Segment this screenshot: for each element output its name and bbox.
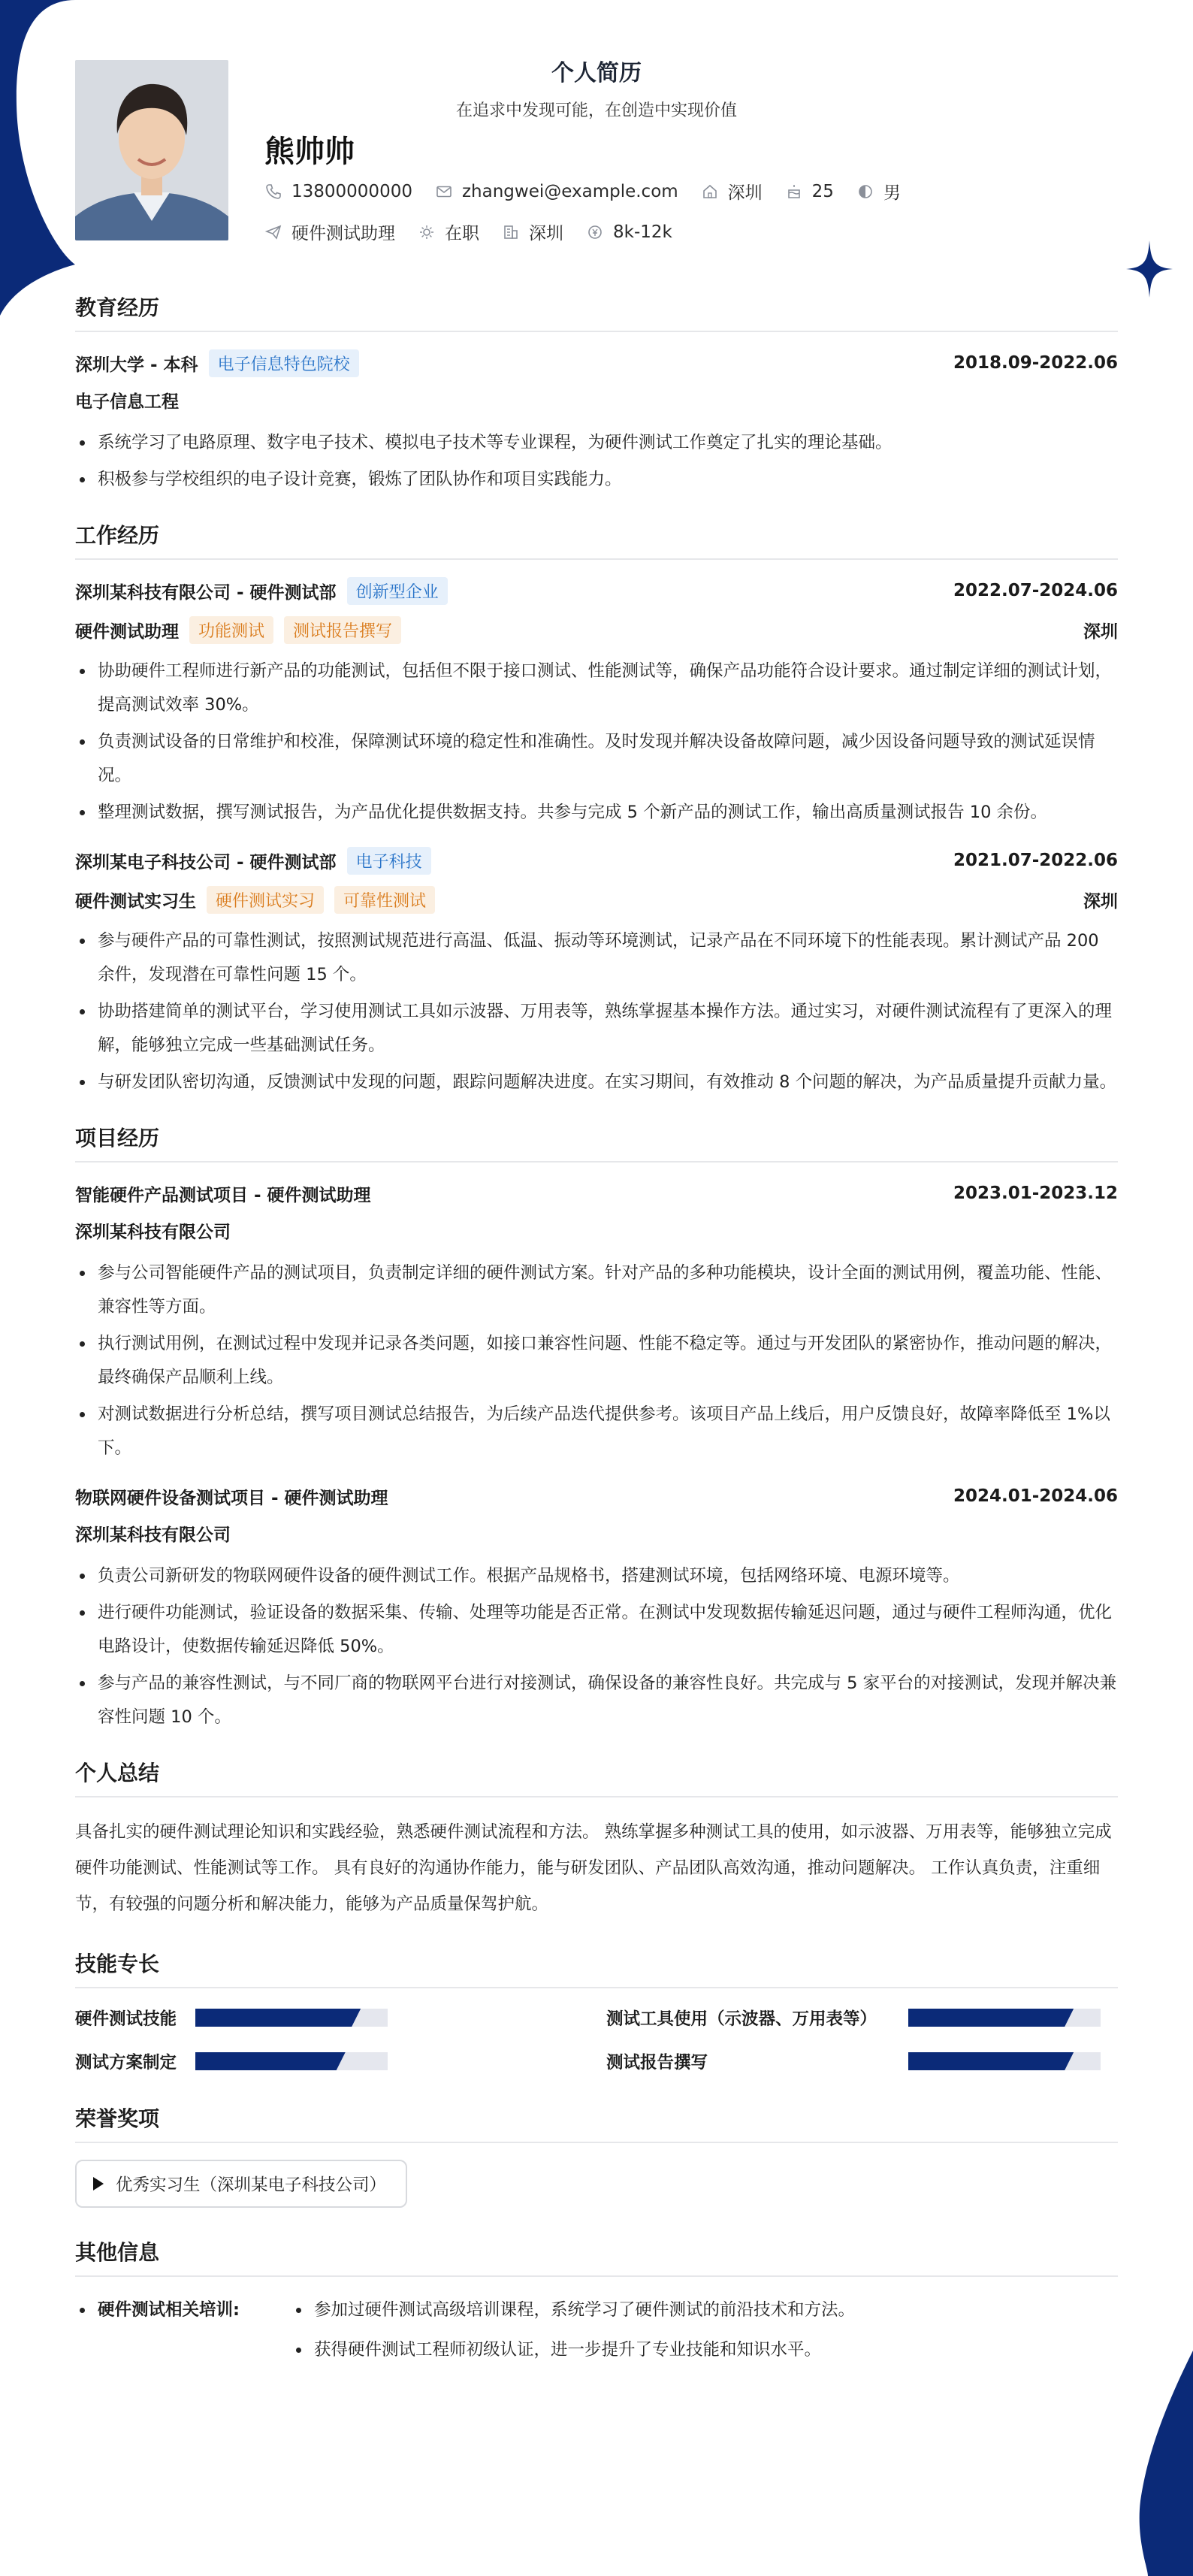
company-name: 深圳某电子科技公司 - 硬件测试部 (75, 852, 337, 872)
work-header-row (75, 576, 1118, 605)
honor-text: 优秀实习生（深圳某电子科技公司） (116, 2175, 387, 2195)
company-tag: 创新型企业 (347, 577, 448, 605)
list-item: 参与硬件产品的可靠性测试，按照测试规范进行高温、低温、振动等环境测试，记录产品在不同环境下的性能表现。累计测试产品 200 余件，发现潜在可靠性问题 15 个。 (75, 924, 1118, 992)
intent-position-item (264, 219, 395, 244)
skill-item (606, 2048, 1118, 2074)
list-item: 负责测试设备的日常维护和校准，保障测试环境的稳定性和准确性。及时发现并解决设备故障问题，减少因设备问题导致的测试延误情况。 (75, 725, 1118, 793)
candidate-name: 熊帅帅 (264, 135, 355, 169)
list-item: 系统学习了电路原理、数字电子技术、模拟电子技术等专业课程，为硬件测试工作奠定了扎实的理论基础。 (75, 426, 1118, 460)
list-item: 协助搭建简单的测试平台，学习使用测试工具如示波器、万用表等，熟练掌握基本操作方法。通过实习，对硬件测试流程有了更深入的理解，能够独立完成一些基础测试任务。 (75, 995, 1118, 1063)
project-entry (75, 1482, 1118, 1734)
bullet-list (75, 1559, 1118, 1734)
skill-bar-fill (908, 2052, 1074, 2070)
school-tag: 电子信息特色院校 (209, 349, 359, 377)
honor-item[interactable] (75, 2160, 407, 2208)
skill-bar (908, 2009, 1101, 2027)
skill-tag: 硬件测试实习 (207, 886, 324, 914)
skill-tag: 功能测试 (189, 616, 273, 644)
role-line (75, 886, 435, 914)
work-entry (75, 846, 1118, 1099)
company-tag: 电子科技 (347, 847, 431, 875)
job-intent-row (264, 219, 695, 244)
skill-label: 测试工具使用（示波器、万用表等） (606, 2009, 877, 2029)
section-title: 个人总结 (75, 1757, 1118, 1797)
list-item: 协助硬件工程师进行新产品的功能测试，包括但不限于接口测试、性能测试等，确保产品功能符合设计要求。通过制定详细的测试计划，提高测试效率 30%。 (75, 655, 1118, 722)
list-item: 参与产品的兼容性测试，与不同厂商的物联网平台进行对接测试，确保设备的兼容性良好。共完成与 5 家平台的对接测试，发现并解决兼容性问题 10 个。 (75, 1667, 1118, 1734)
motto: 在追求中发现可能，在创造中实现价值 (455, 101, 737, 120)
summary-section (75, 1757, 1118, 1922)
status-icon (418, 223, 436, 241)
training-label: 硬件测试相关培训: (75, 2293, 291, 2373)
list-item: 获得硬件测试工程师初级认证，进一步提升了专业技能和知识水平。 (291, 2333, 855, 2367)
job-status-item (418, 219, 479, 244)
project-company: 深圳某科技有限公司 (75, 1223, 231, 1242)
project-name: 智能硬件产品测试项目 - 硬件测试助理 (75, 1185, 371, 1205)
role-title: 硬件测试助理 (75, 621, 179, 642)
honors-section (75, 2103, 1118, 2208)
skill-label: 测试方案制定 (75, 2053, 177, 2073)
skill-tag: 测试报告撰写 (284, 616, 401, 644)
skill-bar (195, 2052, 388, 2070)
age-item (785, 182, 834, 201)
list-item: 执行测试用例，在测试过程中发现并记录各类问题，如接口兼容性问题、性能不稳定等。通过与开发团队的紧密协作，推动问题的解决，最终确保产品顺利上线。 (75, 1327, 1118, 1395)
role-line (75, 616, 401, 644)
date-range: 2021.07-2022.06 (953, 851, 1118, 870)
project-header-row (75, 1179, 1118, 1208)
skill-item (606, 2005, 1118, 2030)
date-range: 2018.09-2022.06 (953, 353, 1118, 373)
phone-item (264, 182, 412, 201)
section-title: 项目经历 (75, 1122, 1118, 1163)
work-section (75, 519, 1118, 1099)
city-text: 深圳 (727, 183, 763, 203)
corner-decoration (0, 0, 75, 316)
date-range: 2024.01-2024.06 (953, 1486, 1118, 1506)
list-item: 与研发团队密切沟通，反馈测试中发现的问题，跟踪问题解决进度。在实习期间，有效推动 8 个问题的解决，为产品质量提升贡献力量。 (75, 1066, 1118, 1099)
summary-text: 具备扎实的硬件测试理论知识和实践经验，熟悉硬件测试流程和方法。 熟练掌握多种测试工具的使用，如示波器、万用表等，能够独立完成硬件功能测试、性能测试等工作。 具有良好的沟通协作能力，能与研发团队、产品团队高效沟通，推动问题解决。 工作认真负责，注重细节，有较强的问题分析和解决能力，能够为产品质量保驾护航。 (75, 1822, 1112, 1914)
date-range: 2022.07-2024.06 (953, 581, 1118, 600)
resume-header (75, 0, 1118, 271)
phone-text: 13800000000 (291, 181, 412, 201)
project-entry (75, 1179, 1118, 1465)
section-title: 教育经历 (75, 292, 1118, 332)
bullet-list (75, 426, 1118, 497)
role-title: 硬件测试实习生 (75, 891, 196, 912)
building-icon (502, 223, 520, 241)
section-title: 技能专长 (75, 1948, 1118, 1988)
project-name: 物联网硬件设备测试项目 - 硬件测试助理 (75, 1488, 388, 1508)
school-line (75, 349, 359, 377)
age-icon (785, 183, 803, 201)
date-range: 2023.01-2023.12 (953, 1184, 1118, 1203)
salary-item (586, 222, 672, 242)
list-item: 整理测试数据，撰写测试报告，为产品优化提供数据支持。共参与完成 5 个新产品的测试工作，输出高质量测试报告 10 余份。 (75, 796, 1118, 830)
document-title: 个人简历 (551, 60, 642, 86)
home-icon (701, 183, 719, 201)
intent-city-text: 深圳 (529, 224, 563, 243)
skill-bar (908, 2052, 1101, 2070)
company-line (75, 847, 431, 875)
work-entry (75, 576, 1118, 830)
company-name: 深圳某科技有限公司 - 硬件测试部 (75, 582, 337, 603)
work-header-row (75, 846, 1118, 875)
bullet-list (75, 924, 1118, 1099)
major: 电子信息工程 (75, 392, 179, 412)
mail-icon (435, 183, 453, 201)
gender-item (856, 179, 901, 204)
training-row (75, 2293, 1118, 2373)
list-item: 参与公司智能硬件产品的测试项目，负责制定详细的硬件测试方案。针对产品的多种功能模块，设计全面的测试用例，覆盖功能、性能、兼容性等方面。 (75, 1256, 1118, 1324)
section-title: 工作经历 (75, 519, 1118, 560)
email-item (435, 182, 678, 201)
list-item: 积极参与学校组织的电子设计竞赛，锻炼了团队协作和项目实践能力。 (75, 463, 1118, 497)
corner-decoration-bottom (1103, 2351, 1193, 2576)
company-line (75, 577, 448, 605)
email-text: zhangwei@example.com (461, 181, 678, 201)
skills-section (75, 1948, 1118, 2074)
skill-item (75, 2048, 606, 2074)
skill-tag: 可靠性测试 (334, 886, 435, 914)
training-list (291, 2293, 855, 2373)
salary-icon (586, 223, 604, 241)
work-location: 深圳 (1083, 621, 1118, 642)
work-location: 深圳 (1083, 891, 1118, 912)
skill-bar-fill (908, 2009, 1074, 2027)
other-section (75, 2236, 1118, 2373)
skill-label: 测试报告撰写 (606, 2053, 708, 2073)
resume-page (75, 0, 1118, 2373)
projects-section (75, 1122, 1118, 1734)
gender-icon (856, 183, 874, 201)
salary-text: 8k-12k (613, 222, 672, 242)
skills-grid (75, 2005, 1118, 2074)
list-item: 对测试数据进行分析总结，撰写项目测试总结报告，为后续产品迭代提供参考。该项目产品上线后，用户反馈良好，故障率降低至 1%以下。 (75, 1398, 1118, 1465)
skill-label: 硬件测试技能 (75, 2009, 177, 2029)
school-name: 深圳大学 - 本科 (75, 355, 198, 375)
contact-row (264, 179, 923, 204)
list-item: 进行硬件功能测试，验证设备的数据采集、传输、处理等功能是否正常。在测试中发现数据传输延迟问题，通过与硬件工程师沟通，优化电路设计，使数据传输延迟降低 50%。 (75, 1596, 1118, 1664)
send-icon (264, 223, 282, 241)
list-item: 负责公司新研发的物联网硬件设备的硬件测试工作。根据产品规格书，搭建测试环境，包括网络环境、电源环境等。 (75, 1559, 1118, 1593)
section-title: 荣誉奖项 (75, 2103, 1118, 2143)
education-entry (75, 349, 1118, 497)
play-triangle-icon (93, 2177, 104, 2191)
gender-text: 男 (883, 183, 901, 203)
section-title: 其他信息 (75, 2236, 1118, 2277)
bullet-list (75, 655, 1118, 830)
intent-position-text: 硬件测试助理 (291, 224, 395, 243)
intent-city-item (502, 219, 563, 244)
skill-bar-fill (195, 2009, 361, 2027)
bullet-list (75, 1256, 1118, 1465)
list-item: 参加过硬件测试高级培训课程，系统学习了硬件测试的前沿技术和方法。 (291, 2293, 855, 2327)
role-row (75, 615, 1118, 644)
age-text: 25 (811, 181, 834, 201)
project-header-row (75, 1482, 1118, 1510)
job-status-text: 在职 (445, 224, 479, 243)
city-item (701, 179, 763, 204)
sparkle-icon (1126, 240, 1173, 298)
project-company: 深圳某科技有限公司 (75, 1525, 231, 1545)
skill-item (75, 2005, 606, 2030)
education-header-row (75, 349, 1118, 377)
phone-icon (264, 183, 282, 201)
role-row (75, 885, 1118, 914)
education-section (75, 292, 1118, 497)
avatar (75, 60, 228, 240)
skill-bar (195, 2009, 388, 2027)
skill-bar-fill (195, 2052, 346, 2070)
